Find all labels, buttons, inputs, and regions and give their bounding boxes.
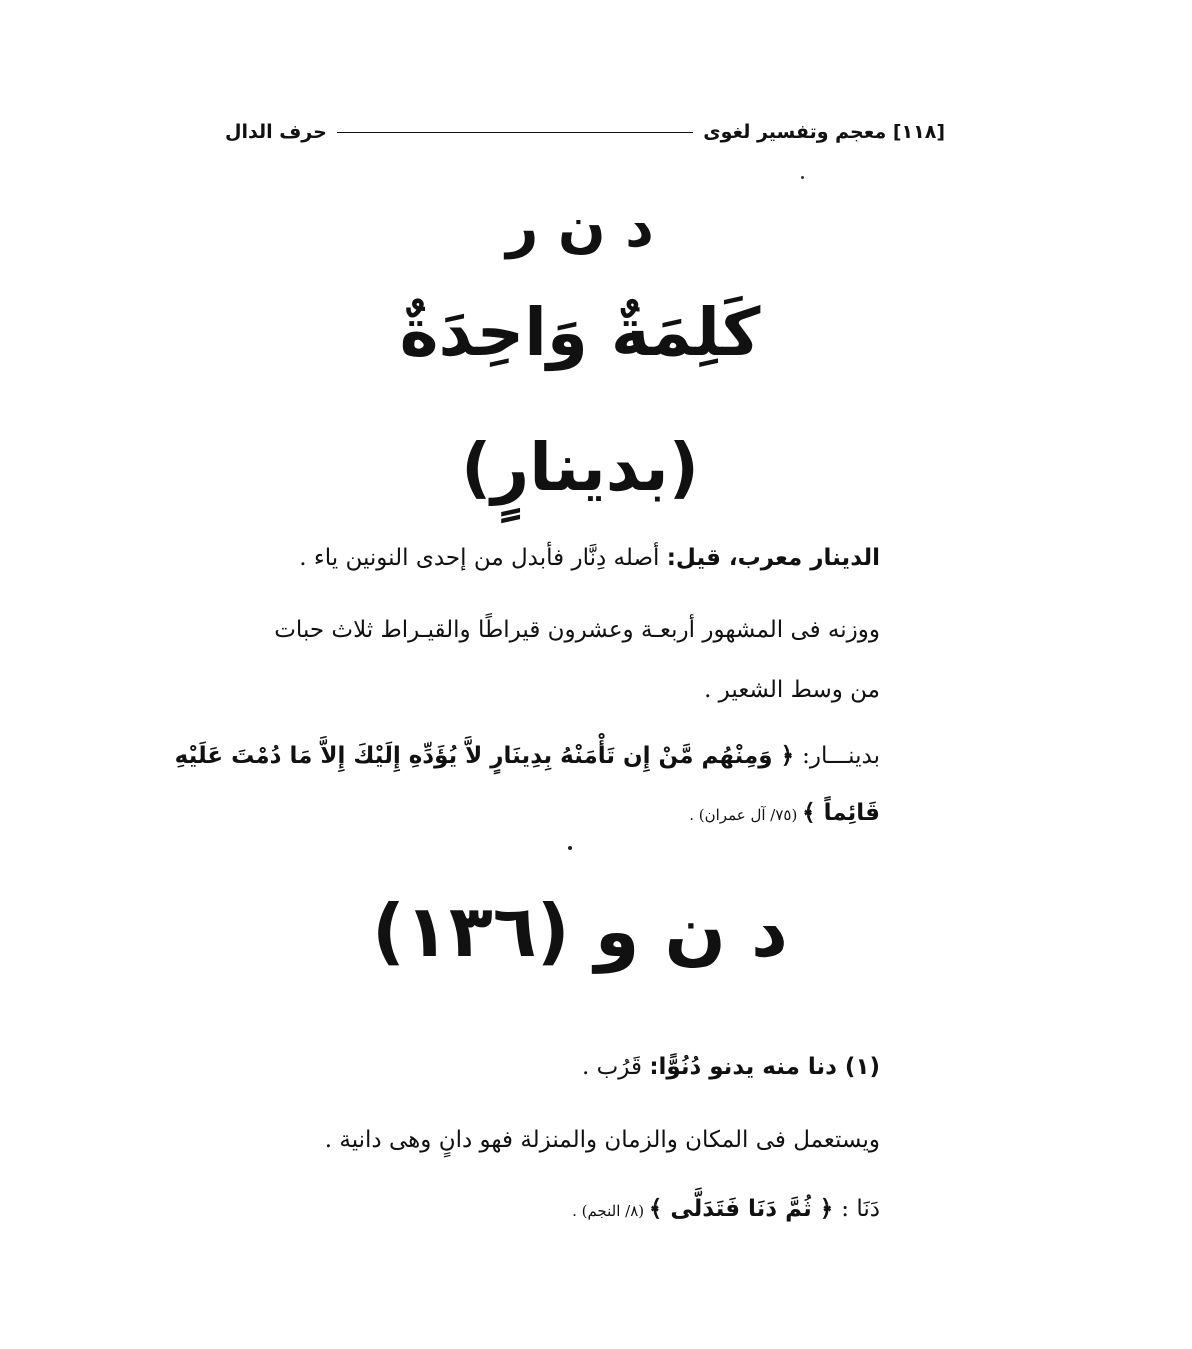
definition-line (220, 545, 880, 571)
quote-label: بدينـــار: (802, 743, 880, 769)
definition-text: أصله دِنَّار فأبدل من إحدى النونين ياء . (299, 545, 667, 571)
quote-2-text: ﴿ ثُمَّ دَنَا فَتَدَلَّى ﴾ (648, 1196, 842, 1222)
definition-term: الدينار معرب، قيل: (666, 545, 880, 571)
root-heading-dnw: د ن و (١٣٦) (371, 889, 788, 973)
sense-1-label: (١) دنا منه يدنو دُنُوًّا: (649, 1054, 880, 1080)
quote-text-end: قَائِماً ﴾ (802, 800, 880, 826)
weight-line-2: من وسط الشعير . (704, 677, 880, 703)
quran-quote-line-1 (174, 743, 880, 769)
scan-speck (801, 176, 804, 179)
header-page-ref: [١١٨] معجم وتفسير لغوى (703, 121, 945, 143)
word-count-heading: كَلِمَةٌ وَاحِدَةٌ (399, 294, 761, 371)
quote-2-reference: (٨/ النجم) . (572, 1202, 649, 1220)
scan-speck (568, 846, 572, 850)
quote-reference: (٧٥/ آل عمران) . (689, 806, 803, 824)
header-section: حرف الدال (225, 121, 327, 143)
quote-text: ﴿ وَمِنْهُم مَّنْ إِن تَأْمَنْهُ بِدِينَارٍ لاَّ يُؤَدِّهِ إِلَيْكَ إِلاَّ مَا دُمْتَ عَلَيْهِ (174, 743, 803, 769)
root-heading-dnr: د ن ر (506, 195, 654, 260)
usage-line: ويستعمل فى المكان والزمان والمنزلة فهو دانٍ وهى دانية . (324, 1127, 880, 1153)
running-header (225, 115, 945, 149)
sense-1 (220, 1054, 880, 1080)
quran-quote-line-2 (220, 800, 880, 826)
quote-2-label: دَنَا : (841, 1196, 880, 1222)
sense-1-text: قَرُب . (582, 1054, 650, 1080)
header-rule (337, 132, 693, 133)
quran-quote-2 (220, 1196, 880, 1222)
headword: (بدينارٍ) (461, 429, 699, 506)
weight-line-1: ووزنه فى المشهور أربعـة وعشرون قيراطًا والقيـراط ثلاث حبات (274, 617, 880, 643)
